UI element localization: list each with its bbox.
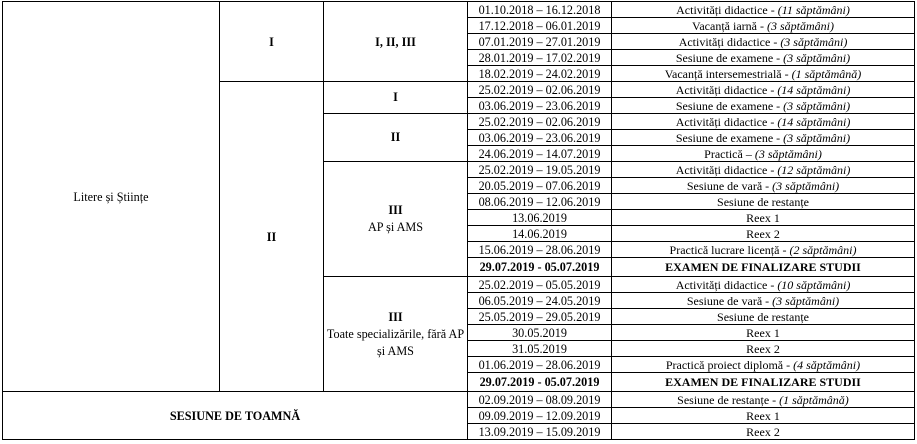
period-cell: 28.01.2019 – 17.02.2019 [468, 50, 612, 66]
period-cell: 03.06.2019 – 23.06.2019 [468, 130, 612, 146]
activity-cell [612, 18, 915, 34]
activity-cell [612, 357, 915, 373]
activity-label: Sesiune de vară - [686, 293, 773, 308]
activity-cell [612, 66, 915, 82]
period-cell: 01.06.2019 – 28.06.2019 [468, 357, 612, 373]
activity-label: Activități didactice - [678, 34, 781, 49]
activity-label: Practică – [704, 146, 755, 161]
activity-cell [612, 178, 915, 194]
duration-note: (3 săptămâni) [783, 50, 851, 65]
activity-label: Sesiune de restanțe [717, 194, 809, 209]
faculty-cell: Litere și Științe [3, 2, 220, 392]
activity-label: Activități didactice - [675, 82, 778, 97]
activity-cell [612, 210, 915, 226]
period-cell: 20.05.2019 – 07.06.2019 [468, 178, 612, 194]
period-cell: 25.02.2019 – 02.06.2019 [468, 82, 612, 98]
activity-label: Activități didactice - [675, 162, 778, 177]
period-cell: 17.12.2018 – 06.01.2019 [468, 18, 612, 34]
activity-cell [612, 309, 915, 325]
duration-note: (3 săptămâni) [772, 178, 840, 193]
activity-cell [612, 82, 915, 98]
activity-label: Vacanță iarnă - [692, 18, 767, 33]
activity-cell [612, 34, 915, 50]
activity-cell [612, 277, 915, 293]
activity-label: Practică lucrare licență - [669, 242, 790, 257]
activity-cell [612, 341, 915, 357]
activity-label: Reex 1 [746, 408, 780, 423]
activity-label: Reex 2 [746, 424, 780, 439]
activity-cell [612, 325, 915, 341]
autumn-session-cell: SESIUNE DE TOAMNĂ [3, 392, 468, 440]
activity-label: Sesiune de examene - [675, 50, 784, 65]
period-cell: 09.09.2019 – 12.09.2019 [468, 408, 612, 424]
period-cell: 07.01.2019 – 27.01.2019 [468, 34, 612, 50]
period-cell: 01.10.2018 – 16.12.2018 [468, 2, 612, 18]
activity-cell [612, 146, 915, 162]
activity-cell [612, 424, 915, 440]
duration-note: (3 săptămâni) [783, 98, 851, 113]
period-cell: 08.06.2019 – 12.06.2019 [468, 194, 612, 210]
specialization-label: Toate specializările, fără AP și AMS [326, 326, 465, 358]
activity-label: Practică proiect diplomă - [665, 357, 794, 372]
activity-label: Reex 1 [746, 325, 780, 340]
duration-note: (4 săptămâni) [793, 357, 861, 372]
activity-cell [612, 194, 915, 210]
period-cell: 25.02.2019 – 05.05.2019 [468, 277, 612, 293]
activity-cell [612, 242, 915, 258]
activity-label: Sesiune de examene - [675, 130, 784, 145]
activity-label: Reex 2 [746, 226, 780, 241]
activity-cell [612, 130, 915, 146]
period-cell: 31.05.2019 [468, 341, 612, 357]
activity-cell [612, 392, 915, 408]
semester-cell: II [220, 82, 324, 392]
activity-label: Activități didactice - [675, 114, 778, 129]
duration-note: (3 săptămâni) [772, 293, 840, 308]
period-cell: 25.02.2019 – 19.05.2019 [468, 162, 612, 178]
period-cell: 06.05.2019 – 24.05.2019 [468, 293, 612, 309]
activity-label: Sesiune de examene - [675, 98, 784, 113]
study-year-cell [324, 277, 468, 392]
academic-calendar-table [2, 1, 915, 440]
period-cell: 02.09.2019 – 08.09.2019 [468, 392, 612, 408]
activity-cell [612, 293, 915, 309]
activity-label: Sesiune de restanțe - [677, 392, 780, 407]
duration-note: (14 săptămâni) [777, 114, 851, 129]
duration-note: (1 săptămână) [779, 392, 849, 407]
activity-label: Reex 1 [746, 210, 780, 225]
specialization-label: AP și AMS [367, 220, 424, 234]
duration-note: (3 săptămâni) [780, 34, 848, 49]
activity-cell [612, 408, 915, 424]
period-cell: 24.06.2019 – 14.07.2019 [468, 146, 612, 162]
activity-cell [612, 98, 915, 114]
activity-label: EXAMEN DE FINALIZARE STUDII [665, 260, 861, 274]
table-row [3, 392, 915, 408]
period-cell: 25.02.2019 – 02.06.2019 [468, 114, 612, 130]
activity-label: Reex 2 [746, 341, 780, 356]
duration-note: (10 săptămâni) [777, 277, 851, 292]
activity-cell [612, 373, 915, 392]
activity-label: Activități didactice - [676, 2, 778, 17]
duration-note: (3 săptămâni) [783, 130, 851, 145]
table-row [3, 2, 915, 18]
activity-cell [612, 258, 915, 277]
duration-note: (11 săptămâni) [777, 2, 850, 17]
activity-label: Sesiune de vară - [686, 178, 773, 193]
duration-note: (3 săptămâni) [754, 146, 822, 161]
period-cell: 13.09.2019 – 15.09.2019 [468, 424, 612, 440]
period-cell: 15.06.2019 – 28.06.2019 [468, 242, 612, 258]
study-year-cell [324, 114, 468, 162]
study-year-cell [324, 162, 468, 277]
activity-label: Vacanță intersemestrială - [664, 66, 792, 81]
period-cell: 13.06.2019 [468, 210, 612, 226]
activity-label: EXAMEN DE FINALIZARE STUDII [665, 375, 861, 389]
study-year-label: III [388, 203, 403, 217]
duration-note: (12 săptămâni) [777, 162, 851, 177]
period-cell: 29.07.2019 - 05.07.2019 [468, 373, 612, 392]
period-cell: 29.07.2019 - 05.07.2019 [468, 258, 612, 277]
activity-cell [612, 114, 915, 130]
study-year-cell [324, 82, 468, 114]
study-year-label: I [393, 90, 398, 104]
study-year-label: III [388, 309, 403, 324]
activity-cell [612, 226, 915, 242]
study-years-cell: I, II, III [324, 2, 468, 82]
activity-cell [612, 50, 915, 66]
duration-note: (1 săptămână) [791, 66, 862, 81]
activity-label: Sesiune de restanțe [717, 309, 809, 324]
period-cell: 14.06.2019 [468, 226, 612, 242]
period-cell: 03.06.2019 – 23.06.2019 [468, 98, 612, 114]
activity-label: Activități didactice - [675, 277, 778, 292]
duration-note: (3 săptămâni) [766, 18, 834, 33]
activity-cell [612, 2, 915, 18]
period-cell: 18.02.2019 – 24.02.2019 [468, 66, 612, 82]
semester-cell: I [220, 2, 324, 82]
duration-note: (14 săptămâni) [777, 82, 851, 97]
study-year-label: II [390, 130, 401, 144]
activity-cell [612, 162, 915, 178]
period-cell: 25.05.2019 – 29.05.2019 [468, 309, 612, 325]
period-cell: 30.05.2019 [468, 325, 612, 341]
duration-note: (2 săptămâni) [789, 242, 857, 257]
